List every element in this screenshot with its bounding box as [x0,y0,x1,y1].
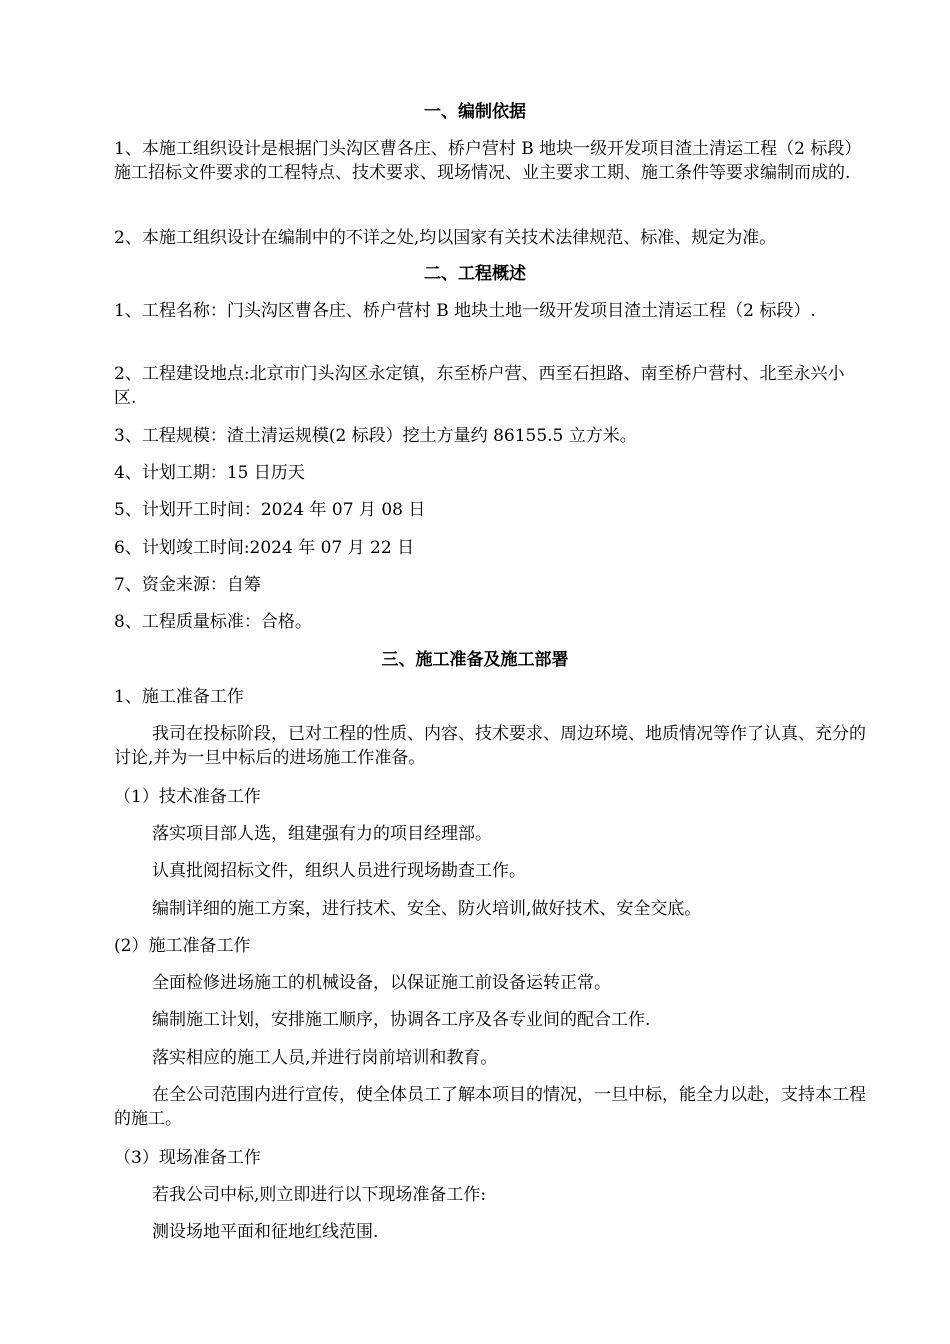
construction-item: 在全公司范围内进行宣传，使全体员工了解本项目的情况，一旦中标，能全力以赴，支持本工程的施工。 [114,1085,866,1129]
subheading-construction-preparation: (2）施工准备工作 [114,936,251,956]
section-title-compilation-basis: 一、编制依据 [424,102,526,122]
overview-item: 3、工程规模：渣土清运规模(2 标段）挖土方量约 86155.5 立方米。 [114,426,637,446]
overview-item: 4、计划工期：15 日历天 [114,463,305,483]
technical-item: 落实项目部人选，组建强有力的项目经理部。 [152,824,492,844]
technical-item: 编制详细的施工方案，进行技术、安全、防火培训,做好技术、安全交底。 [152,899,702,919]
construction-item: 落实相应的施工人员,并进行岗前培训和教育。 [152,1048,498,1068]
overview-item: 7、资金来源：自筹 [114,575,261,595]
overview-item: 8、工程质量标准：合格。 [114,612,312,632]
paragraph-basis-1: 1、本施工组织设计是根据门头沟区曹各庄、桥户营村 B 地块一级开发项目渣土清运工程（2 标段）施工招标文件要求的工程特点、技术要求、现场情况、业主要求工期、施工条件等要求编制而成的. [114,139,862,183]
subheading-site-preparation: （3）现场准备工作 [114,1148,261,1168]
subheading-preparation-work: 1、施工准备工作 [114,687,244,707]
overview-item: 2、工程建设地点:北京市门头沟区永定镇，东至桥户营、西至石担路、南至桥户营村、北至永兴小区. [114,364,845,408]
construction-item: 编制施工计划，安排施工顺序，协调各工序及各专业间的配合工作. [152,1010,651,1030]
section-title-project-overview: 二、工程概述 [424,264,526,284]
construction-item: 全面检修进场施工的机械设备，以保证施工前设备运转正常。 [152,973,611,993]
overview-item: 5、计划开工时间：2024 年 07 月 08 日 [114,500,426,520]
overview-item: 1、工程名称：门头沟区曹各庄、桥户营村 B 地块土地一级开发项目渣土清运工程（2 标段）. [114,301,816,321]
technical-item: 认真批阅招标文件，组织人员进行现场勘查工作。 [152,861,526,881]
subheading-technical-preparation: （1）技术准备工作 [114,787,261,807]
overview-item: 6、计划竣工时间:2024 年 07 月 22 日 [114,538,415,558]
section-title-preparation-deployment: 三、施工准备及施工部署 [381,650,569,670]
paragraph-basis-2: 2、本施工组织设计在编制中的不详之处,均以国家有关技术法律规范、标准、规定为准。 [114,228,777,248]
site-item: 测设场地平面和征地红线范围. [152,1222,379,1242]
site-item: 若我公司中标,则立即进行以下现场准备工作: [152,1185,487,1205]
paragraph-preparation-intro: 我司在投标阶段，已对工程的性质、内容、技术要求、周边环境、地质情况等作了认真、充分的讨论,并为一旦中标后的进场施工作准备。 [114,724,866,768]
